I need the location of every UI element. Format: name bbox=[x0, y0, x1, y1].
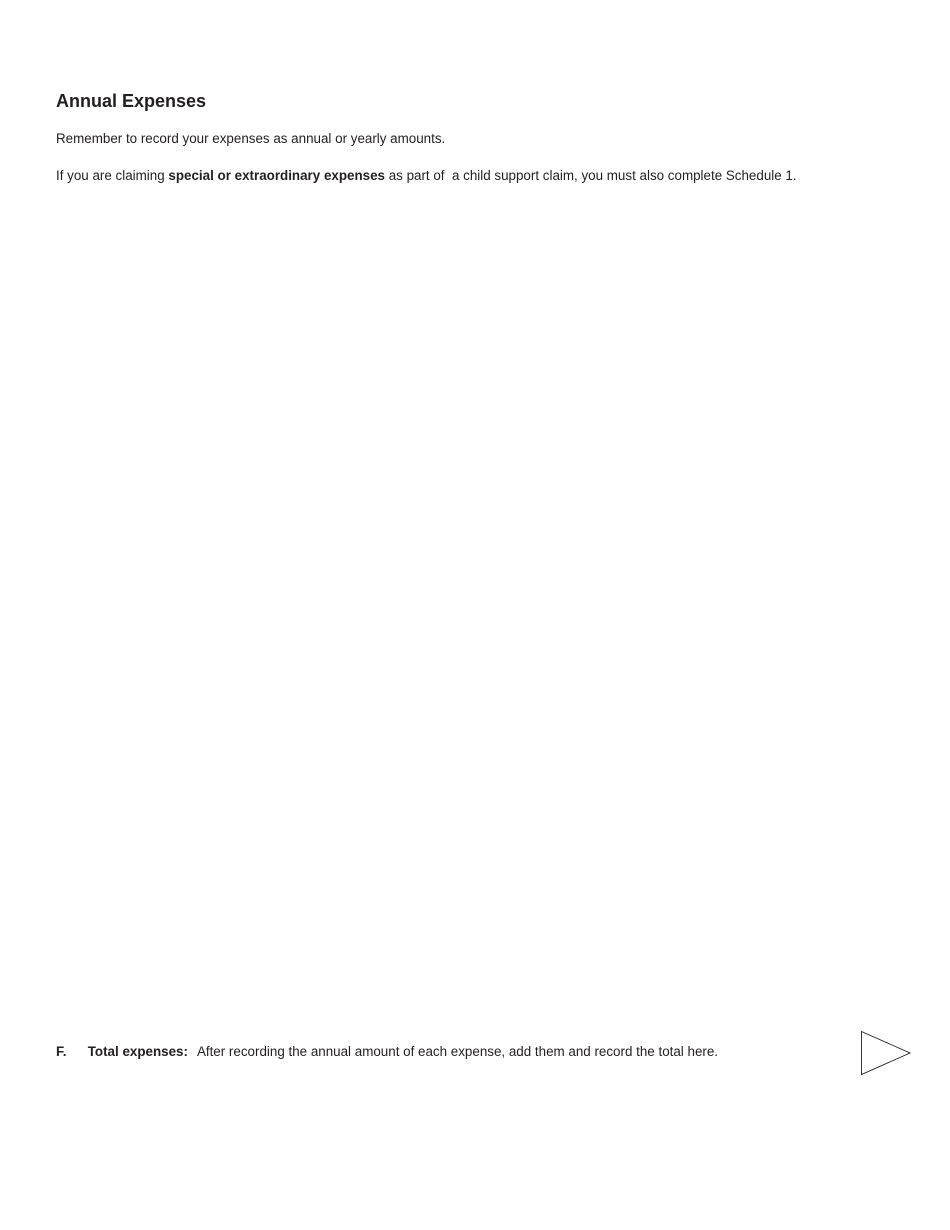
total-expenses-instruction: After recording the annual amount of each expense, add them and record the total here. bbox=[196, 1044, 719, 1059]
special-note-prefix: If you are claiming bbox=[56, 168, 169, 183]
total-expenses-row bbox=[56, 1044, 718, 1060]
total-expenses-label: Total expenses: bbox=[87, 1044, 188, 1059]
intro-text: Remember to record your expenses as annual or yearly amounts. bbox=[56, 131, 446, 146]
page-title: Annual Expenses bbox=[56, 91, 207, 111]
special-note-emphasis: special or extraordinary expenses bbox=[168, 168, 385, 183]
triangle-right-arrow-icon bbox=[860, 1030, 912, 1076]
total-expenses-letter: F. bbox=[56, 1044, 67, 1059]
special-expenses-note bbox=[56, 168, 797, 184]
special-note-suffix: as part of a child support claim, you must also complete Schedule 1. bbox=[384, 168, 797, 183]
